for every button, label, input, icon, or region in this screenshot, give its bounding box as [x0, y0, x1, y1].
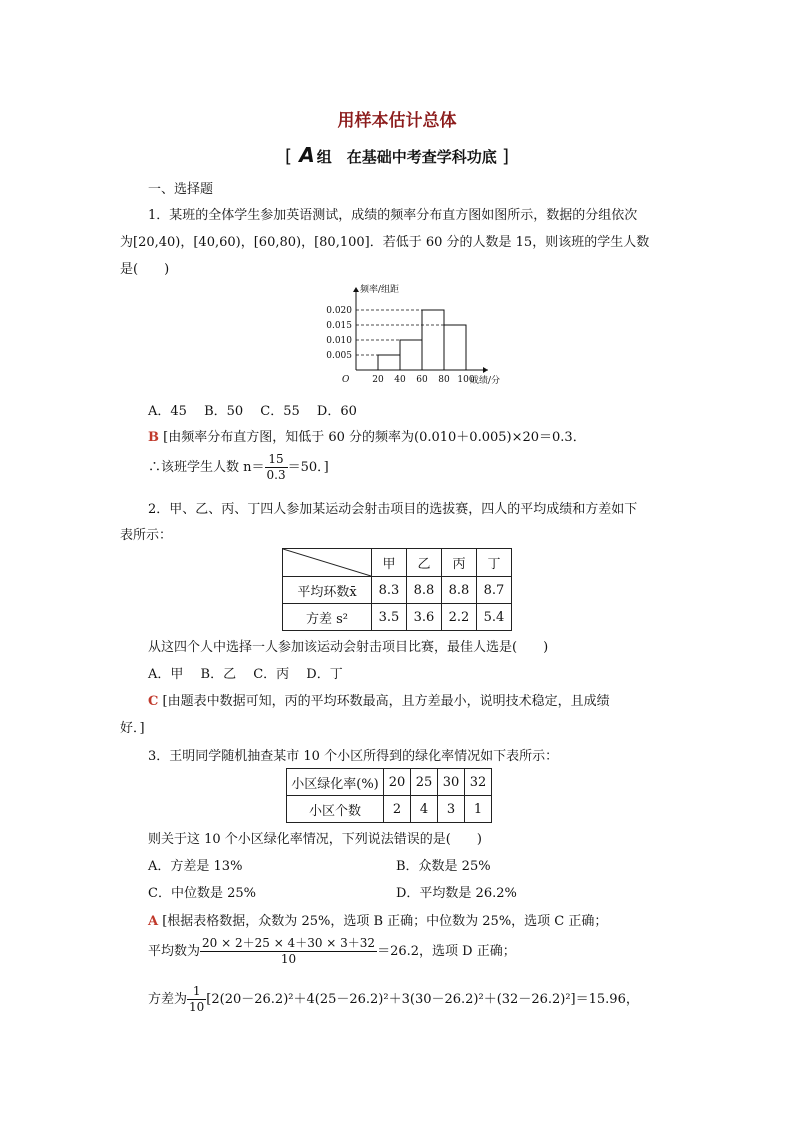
group-text: 组 在基础中考查学科功底	[316, 148, 497, 166]
bracket-open: [	[284, 146, 293, 167]
y-tick-label: 0.015	[326, 321, 352, 331]
table-row	[287, 769, 492, 796]
header-cell: 丁	[477, 549, 512, 577]
histogram-chart	[318, 282, 508, 388]
q2-answer-letter: C	[148, 694, 159, 709]
q3-mean-line	[148, 936, 516, 967]
mean-fraction	[200, 936, 377, 967]
q2-table	[282, 548, 512, 631]
y-tick-label: 0.010	[326, 336, 352, 346]
page-title: 用样本估计总体	[337, 111, 457, 131]
q3-option-c: C．中位数是 25%	[148, 886, 256, 901]
q3-variance-line	[148, 984, 639, 1015]
group-heading	[0, 143, 794, 167]
q3-answer-letter: A	[148, 914, 159, 929]
row-label: 小区绿化率(%)	[287, 769, 384, 796]
table-cell: 1	[465, 796, 492, 823]
mean-prefix: 平均数为	[148, 944, 201, 959]
fraction-denominator: 0.3	[266, 468, 286, 482]
table-cell: 2.2	[442, 604, 477, 631]
header-cell: 丙	[442, 549, 477, 577]
y-tick-label: 0.005	[326, 351, 352, 361]
bracket-close: ]	[501, 146, 510, 167]
group-letter: A	[299, 143, 315, 167]
table-cell: 3.6	[407, 604, 442, 631]
table-cell: 8.7	[477, 577, 512, 604]
table-cell: 25	[411, 769, 438, 796]
q2-line2: 表所示：	[120, 528, 173, 543]
table-cell: 8.8	[407, 577, 442, 604]
q1-answer-pre: ∴该班学生人数 n＝	[148, 460, 265, 475]
table-header-row	[283, 549, 512, 577]
table-cell: 5.4	[477, 604, 512, 631]
mean-suffix: ＝26.2，选项 D 正确；	[377, 944, 516, 959]
x-tick-label: 100	[457, 375, 475, 385]
q1-line2: 为[20,40)，[40,60)，[60,80)，[80,100]．若低于 60 分的人数是 15，则该班的学生人数	[120, 235, 650, 250]
y-tick-label: 0.020	[326, 306, 352, 316]
variance-prefix: 方差为	[148, 992, 188, 1007]
header-cell: 乙	[407, 549, 442, 577]
y-axis-label: 频率/组距	[360, 285, 400, 295]
table-row	[283, 577, 512, 604]
row-label: 小区个数	[287, 796, 384, 823]
q1-options: A．45 B．50 C．55 D．60	[148, 404, 357, 419]
table-cell: 4	[411, 796, 438, 823]
q3-line1: 3．王明同学随机抽查某市 10 个小区所得到的绿化率情况如下表所示：	[148, 749, 559, 764]
y-axis-arrow	[353, 287, 359, 292]
q1-line3: 是( )	[120, 262, 170, 277]
fraction-numerator: 1	[187, 984, 206, 1000]
header-cell: 甲	[372, 549, 407, 577]
histogram-bar	[400, 340, 422, 370]
q2-answer-line2: 好．]	[120, 721, 145, 736]
table-row	[283, 604, 512, 631]
q3-option-d: D．平均数是 26.2%	[396, 886, 517, 901]
q3-stem: 则关于这 10 个小区绿化率情况，下列说法错误的是( )	[148, 832, 482, 847]
x-tick-label: 40	[394, 375, 406, 385]
q1-answer-post: ＝50．]	[287, 460, 329, 475]
q3-option-a: A．方差是 13%	[148, 859, 243, 874]
table-cell: 30	[438, 769, 465, 796]
q1-answer-line1	[148, 426, 586, 445]
row-label: 方差 s²	[283, 604, 372, 631]
q3-table	[286, 768, 492, 823]
q2-stem: 从这四个人中选择一人参加该运动会射击项目比赛，最佳人选是( )	[148, 640, 549, 655]
q1-answer-text: [由频率分布直方图，知低于 60 分的频率为(0.010＋0.005)×20＝0.3．	[163, 430, 586, 445]
row-label: 平均环数x̄	[283, 577, 372, 604]
fraction-denominator: 10	[189, 1000, 205, 1014]
q3-option-b: B．众数是 25%	[396, 859, 491, 874]
histogram-bar	[444, 325, 466, 370]
variance-suffix: [2(20－26.2)²＋4(25－26.2)²＋3(30－26.2)²＋(32－26.2)²]＝15.96，	[206, 992, 639, 1007]
q2-answer-text: [由题表中数据可知，丙的平均环数最高，且方差最小，说明技术稳定，且成绩	[162, 694, 610, 709]
q3-answer-line1	[148, 910, 607, 929]
q1-answer-letter: B	[148, 430, 159, 445]
q2-line1: 2．甲、乙、丙、丁四人参加某运动会射击项目的选拔赛，四人的平均成绩和方差如下	[148, 502, 638, 517]
fraction-denominator: 10	[280, 952, 297, 966]
q1-line1: 1．某班的全体学生参加英语测试，成绩的频率分布直方图如图所示，数据的分组依次	[148, 208, 638, 223]
histogram-bar	[378, 355, 400, 370]
table-cell: 2	[384, 796, 411, 823]
x-axis-label: 成绩/分	[470, 376, 501, 386]
table-cell: 3	[438, 796, 465, 823]
variance-fraction	[187, 984, 206, 1015]
x-axis-arrow	[483, 367, 488, 373]
q1-answer-fraction	[265, 452, 288, 483]
histogram-bar	[422, 310, 444, 370]
diagonal-line	[283, 549, 371, 576]
q1-answer-line2	[148, 452, 329, 483]
table-cell: 20	[384, 769, 411, 796]
diagonal-cell	[283, 549, 372, 577]
table-row	[287, 796, 492, 823]
table-cell: 8.3	[372, 577, 407, 604]
x-tick-label: 60	[416, 375, 428, 385]
table-cell: 3.5	[372, 604, 407, 631]
q2-options: A．甲 B．乙 C．丙 D．丁	[148, 667, 343, 682]
x-tick-label: 20	[372, 375, 384, 385]
fraction-numerator: 20 × 2＋25 × 4＋30 × 3＋32	[202, 936, 376, 950]
origin-label: O	[342, 375, 350, 385]
table-cell: 32	[465, 769, 492, 796]
q3-answer-text: [根据表格数据，众数为 25%，选项 B 正确；中位数为 25%，选项 C 正确；	[162, 914, 608, 929]
x-tick-label: 80	[438, 375, 450, 385]
table-cell: 8.8	[442, 577, 477, 604]
q2-answer-line1	[148, 690, 610, 709]
fraction-numerator: 15	[265, 452, 288, 468]
section-heading: 一、选择题	[148, 182, 214, 197]
